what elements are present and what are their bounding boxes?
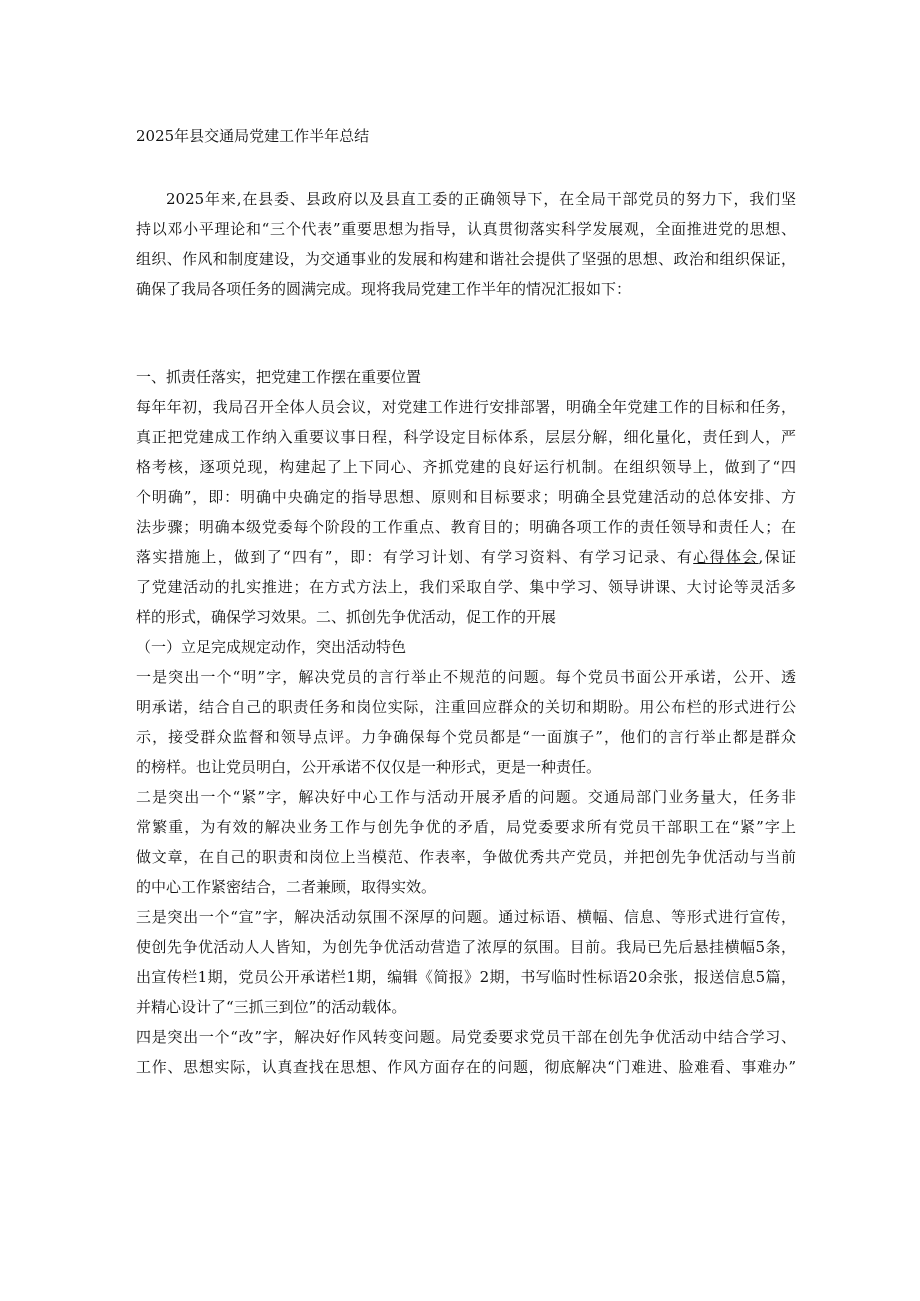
section-heading xyxy=(136,362,796,392)
paragraph-line: 出宣传栏1期，党员公开承诺栏1期，编辑《简报》2期，书写临时性标语20余张，报送信息5篇， xyxy=(136,968,796,986)
intro-paragraph xyxy=(136,184,796,304)
item-paragraph-4 xyxy=(136,1022,796,1082)
paragraph-line: 常繁重，为有效的解决业务工作与创先争优的矛盾，局党委要求所有党员干部职工在“紧”字上 xyxy=(136,818,796,836)
item-paragraph-3 xyxy=(136,902,796,1022)
paragraph-line: 每年年初，我局召开全体人员会议，对党建工作进行安排部署，明确全年党建工作的目标和任务， xyxy=(136,398,796,416)
paragraph-line: 了党建活动的扎实推进；在方式方法上，我们采取自学、集中学习、领导讲课、大讨论等灵活多 xyxy=(136,578,796,596)
paragraph-line: 二是突出一个“紧”字，解决好中心工作与活动开展矛盾的问题。交通局部门业务量大，任务非 xyxy=(136,788,796,806)
paragraph-line: 的中心工作紧密结合，二者兼顾，取得实效。 xyxy=(136,878,437,896)
section-heading-text: 一、抓责任落实，把党建工作摆在重要位置 xyxy=(136,368,422,386)
intro-line: 确保了我局各项任务的圆满完成。现将我局党建工作半年的情况汇报如下： xyxy=(136,280,632,298)
text-run: ,保证 xyxy=(758,548,796,566)
paragraph-line: 工作、思想实际，认真查找在思想、作风方面存在的问题，彻底解决“门难进、脸难看、事难办” xyxy=(136,1058,796,1076)
paragraph-line: 法步骤；明确本级党委每个阶段的工作重点、教育目的；明确各项工作的责任领导和责任人；在 xyxy=(136,518,796,536)
paragraph-line xyxy=(136,542,796,572)
paragraph-line: 明承诺，结合自己的职责任务和岗位实际，注重回应群众的关切和期盼。用公布栏的形式进行公 xyxy=(136,698,796,716)
subsection-heading xyxy=(136,632,796,662)
intro-line: 2025年来,在县委、县政府以及县直工委的正确领导下，在全局干部党员的努力下，我们坚 xyxy=(166,190,796,208)
intro-line: 组织、作风和制度建设，为交通事业的发展和构建和谐社会提供了坚强的思想、政治和组织保证， xyxy=(136,250,796,268)
paragraph-line: 的榜样。也让党员明白，公开承诺不仅仅是一种形式，更是一种责任。 xyxy=(136,758,602,776)
paragraph-line: 三是突出一个“宣”字，解决活动氛围不深厚的问题。通过标语、横幅、信息、等形式进行宣传， xyxy=(136,908,796,926)
underlined-link[interactable]: 心得体会 xyxy=(693,548,759,566)
document-title: 2025年县交通局党建工作半年总结 xyxy=(136,127,370,145)
paragraph-line: 格考核，逐项兑现，构建起了上下同心、齐抓党建的良好运行机制。在组织领导上，做到了“四 xyxy=(136,458,796,476)
subsection-heading-text: （一）立足完成规定动作，突出活动特色 xyxy=(136,638,407,656)
document-body xyxy=(136,362,796,1082)
paragraph-line: 个明确”，即：明确中央确定的指导思想、原则和目标要求；明确全县党建活动的总体安排、方 xyxy=(136,488,796,506)
paragraph-line: 四是突出一个“改”字，解决好作风转变问题。局党委要求党员干部在创先争优活动中结合学习、 xyxy=(136,1028,796,1046)
paragraph-line: 一是突出一个“明”字，解决党员的言行举止不规范的问题。每个党员书面公开承诺，公开、透 xyxy=(136,668,796,686)
paragraph-line: 真正把党建成工作纳入重要议事日程，科学设定目标体系，层层分解，细化量化，责任到人，严 xyxy=(136,428,796,446)
item-paragraph-2 xyxy=(136,782,796,902)
item-paragraph-1 xyxy=(136,662,796,782)
paragraph-line: 并精心设计了“三抓三到位”的活动载体。 xyxy=(136,998,407,1016)
intro-line: 持以邓小平理论和“三个代表”重要思想为指导，认真贯彻落实科学发展观，全面推进党的思想、 xyxy=(136,220,796,238)
section-paragraph xyxy=(136,392,796,632)
text-run: 落实措施上，做到了“四有”，即：有学习计划、有学习资料、有学习记录、有 xyxy=(136,548,694,566)
paragraph-line: 做文章，在自己的职责和岗位上当模范、作表率，争做优秀共产党员，并把创先争优活动与当前 xyxy=(136,848,796,866)
paragraph-line: 示，接受群众监督和领导点评。力争确保每个党员都是“一面旗子”，他们的言行举止都是群众 xyxy=(136,728,796,746)
paragraph-line: 使创先争优活动人人皆知，为创先争优活动营造了浓厚的氛围。目前。我局已先后悬挂横幅5条， xyxy=(136,938,796,956)
paragraph-line: 样的形式，确保学习效果。二、抓创先争优活动，促工作的开展 xyxy=(136,608,557,626)
